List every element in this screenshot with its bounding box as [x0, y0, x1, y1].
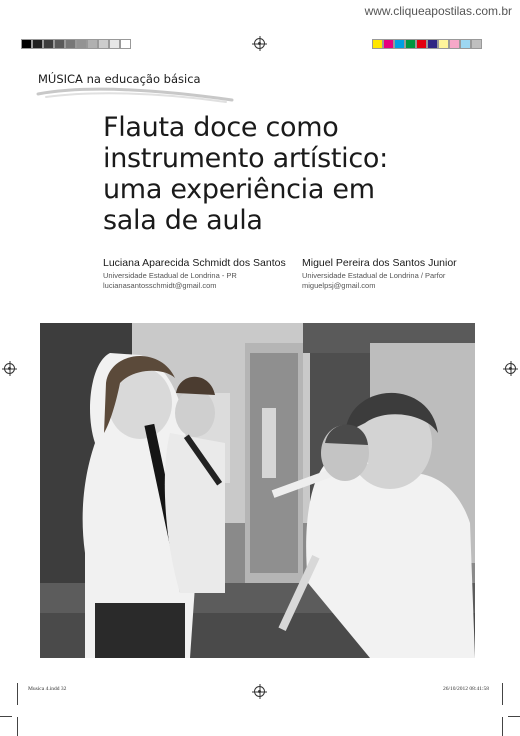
swatch: [32, 39, 43, 49]
header-swoosh-icon: [36, 82, 236, 104]
author-affiliation: Universidade Estadual de Londrina - PR: [103, 271, 237, 280]
swatch: [449, 39, 460, 49]
crop-mark: [17, 683, 18, 705]
swatch: [98, 39, 109, 49]
crop-mark: [508, 716, 520, 717]
section-header: MÚSICA na educação básica: [38, 72, 201, 86]
swatch: [394, 39, 405, 49]
swatch: [438, 39, 449, 49]
swatch: [76, 39, 87, 49]
swatch: [460, 39, 471, 49]
swatch: [65, 39, 76, 49]
crop-mark: [17, 717, 18, 736]
author-block: [103, 257, 286, 291]
author-name: Miguel Pereira dos Santos Junior: [302, 257, 457, 269]
classroom-photo: [40, 323, 475, 658]
swatch: [427, 39, 438, 49]
swatch: [471, 39, 482, 49]
crop-mark: [502, 683, 503, 705]
swatch: [43, 39, 54, 49]
title-line: uma experiência em: [103, 174, 375, 205]
swatch: [372, 39, 383, 49]
title-line: sala de aula: [103, 205, 263, 236]
site-url[interactable]: www.cliqueapostilas.com.br: [364, 4, 512, 18]
author-affiliation: Universidade Estadual de Londrina / Parfor: [302, 271, 446, 280]
swatch: [87, 39, 98, 49]
article-title: [103, 112, 483, 236]
author-email[interactable]: miguelpsj@gmail.com: [302, 281, 376, 290]
swatch: [21, 39, 32, 49]
grayscale-swatch-bar: [21, 39, 131, 49]
footer-file-info: Musica 4.indd 32: [28, 686, 67, 692]
registration-mark-icon: [505, 363, 516, 374]
author-email[interactable]: lucianasantosschmidt@gmail.com: [103, 281, 217, 290]
author-name: Luciana Aparecida Schmidt dos Santos: [103, 257, 286, 269]
registration-mark-icon: [4, 363, 15, 374]
crop-mark: [0, 716, 12, 717]
swatch: [383, 39, 394, 49]
swatch: [120, 39, 131, 49]
swatch: [405, 39, 416, 49]
swatch: [416, 39, 427, 49]
registration-mark-icon: [254, 38, 265, 49]
author-block: [302, 257, 457, 291]
swatch: [109, 39, 120, 49]
swatch: [54, 39, 65, 49]
photo-illustration: [40, 323, 475, 658]
title-line: instrumento artístico:: [103, 143, 388, 174]
footer-timestamp: 26/10/2012 08:41:58: [443, 686, 489, 692]
crop-mark: [502, 717, 503, 736]
color-swatch-bar: [372, 39, 482, 49]
title-line: Flauta doce como: [103, 112, 339, 143]
registration-mark-icon: [254, 686, 265, 697]
